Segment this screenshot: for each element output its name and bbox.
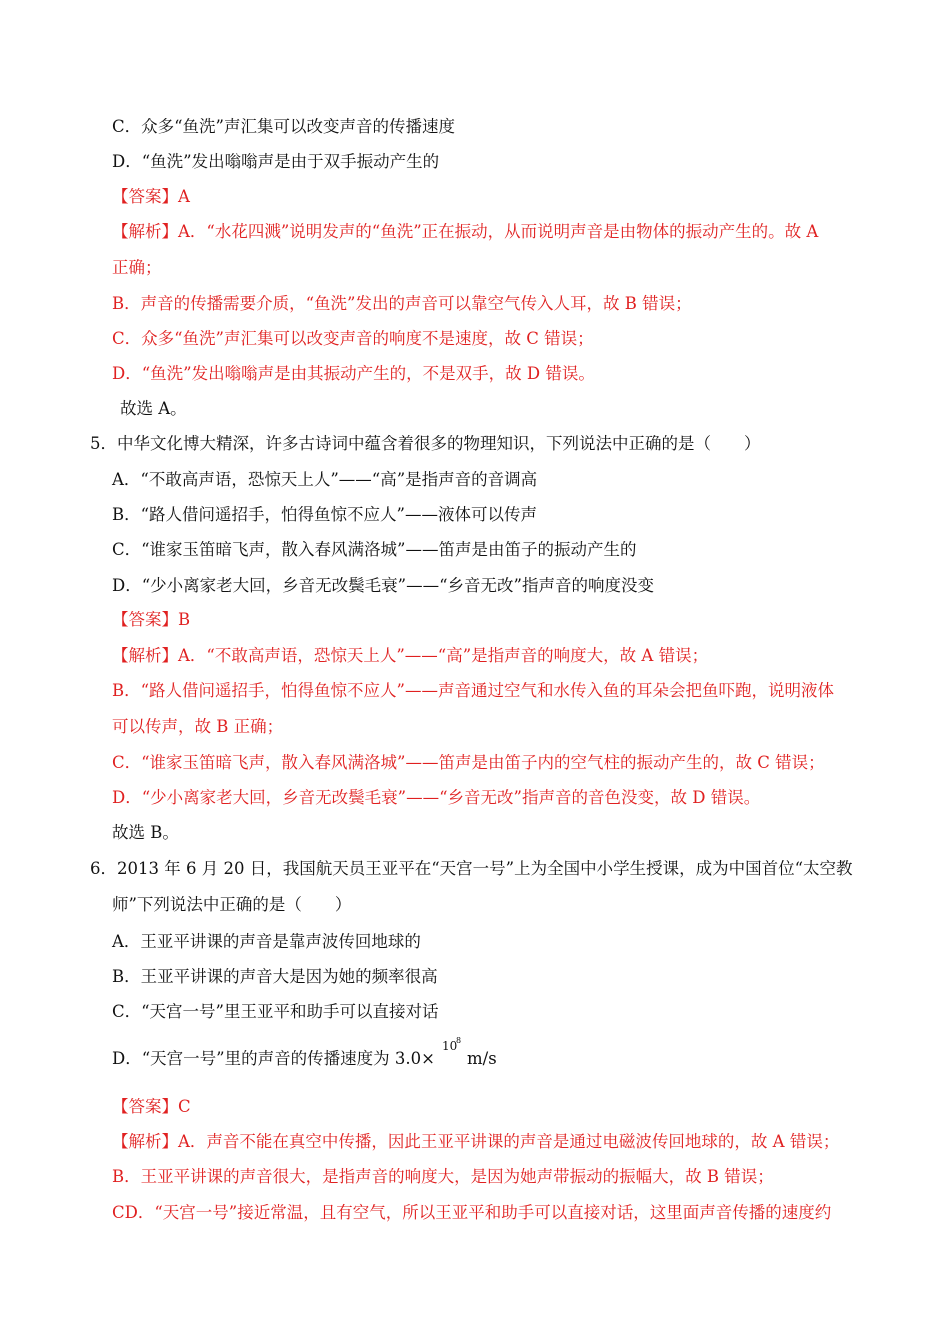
q6-option-d-unit: m/s (467, 1049, 497, 1068)
q4-answer: 【答案】A (112, 187, 190, 206)
q6-option-c: C．“天宫一号”里王亚平和助手可以直接对话 (112, 1002, 439, 1021)
q4-analysis-c: C．众多“鱼洗”声汇集可以改变声音的响度不是速度，故 C 错误； (112, 329, 594, 348)
q5-analysis-b: B．“路人借问遥招手，怕得鱼惊不应人”——声音通过空气和水传入鱼的耳朵会把鱼吓跑，说明液体 (112, 681, 834, 700)
q6-option-b: B．王亚平讲课的声音大是因为她的频率很高 (112, 967, 438, 986)
q4-analysis-b: B．声音的传播需要介质，“鱼洗”发出的声音可以靠空气传入人耳，故 B 错误； (112, 294, 692, 313)
q4-conclusion: 故选 A。 (120, 399, 187, 418)
q5-option-a: A．“不敢高声语，恐惊天上人”——“高”是指声音的音调高 (112, 470, 538, 489)
q5-conclusion: 故选 B。 (112, 823, 179, 842)
q5-option-c: C．“谁家玉笛暗飞声，散入春风满洛城”——笛声是由笛子的振动产生的 (112, 540, 637, 559)
q6-analysis-a: 【解析】A．声音不能在真空中传播，因此王亚平讲课的声音是通过电磁波传回地球的，故 A 错误； (112, 1132, 840, 1151)
q5-option-b: B．“路人借问遥招手，怕得鱼惊不应人”——液体可以传声 (112, 505, 537, 524)
q5-analysis-a: 【解析】A．“不敢高声语，恐惊天上人”——“高”是指声音的响度大，故 A 错误； (112, 646, 709, 665)
q6-stem-cont: 师”下列说法中正确的是（ ） (112, 895, 352, 914)
q6-option-a: A．王亚平讲课的声音是靠声波传回地球的 (112, 932, 421, 951)
q5-stem: 5．中华文化博大精深，许多古诗词中蕴含着很多的物理知识，下列说法中正确的是（ ） (90, 434, 761, 453)
q6-analysis-cd: CD．“天宫一号”接近常温，且有空气，所以王亚平和助手可以直接对话，这里面声音传播的速度约 (112, 1203, 832, 1222)
q6-option-d-power-exp: 8 (456, 1036, 462, 1045)
q6-analysis-b: B．王亚平讲课的声音很大，是指声音的响度大，是因为她声带振动的振幅大，故 B 错误； (112, 1167, 774, 1186)
q6-answer: 【答案】C (112, 1097, 191, 1116)
q5-analysis-d: D．“少小离家老大回，乡音无改鬓毛衰”——“乡音无改”指声音的音色没变，故 D 错误。 (112, 788, 761, 807)
q5-analysis-b-cont: 可以传声，故 B 正确； (112, 717, 284, 736)
q4-analysis-d: D．“鱼洗”发出嗡嗡声是由其振动产生的，不是双手，故 D 错误。 (112, 364, 595, 383)
q6-option-d: D．“天宫一号”里的声音的传播速度为 3.0× (112, 1049, 435, 1068)
q5-answer: 【答案】B (112, 610, 191, 629)
q4-option-d: D．“鱼洗”发出嗡嗡声是由于双手振动产生的 (112, 152, 440, 171)
q4-analysis-a-cont: 正确； (112, 258, 162, 277)
q5-option-d: D．“少小离家老大回，乡音无改鬓毛衰”——“乡音无改”指声音的响度没变 (112, 576, 654, 595)
q6-stem: 6．2013 年 6 月 20 日，我国航天员王亚平在“天宫一号”上为全国中小学生授课，成为中国首位“太空教 (90, 859, 853, 878)
q4-analysis-a: 【解析】A．“水花四溅”说明发声的“鱼洗”正在振动，从而说明声音是由物体的振动产生的。故 A (112, 222, 819, 241)
q6-option-d-power-base: 10 (442, 1039, 458, 1053)
q4-option-c: C．众多“鱼洗”声汇集可以改变声音的传播速度 (112, 117, 455, 136)
q5-analysis-c: C．“谁家玉笛暗飞声，散入春风满洛城”——笛声是由笛子内的空气柱的振动产生的，故 C 错误； (112, 753, 825, 772)
